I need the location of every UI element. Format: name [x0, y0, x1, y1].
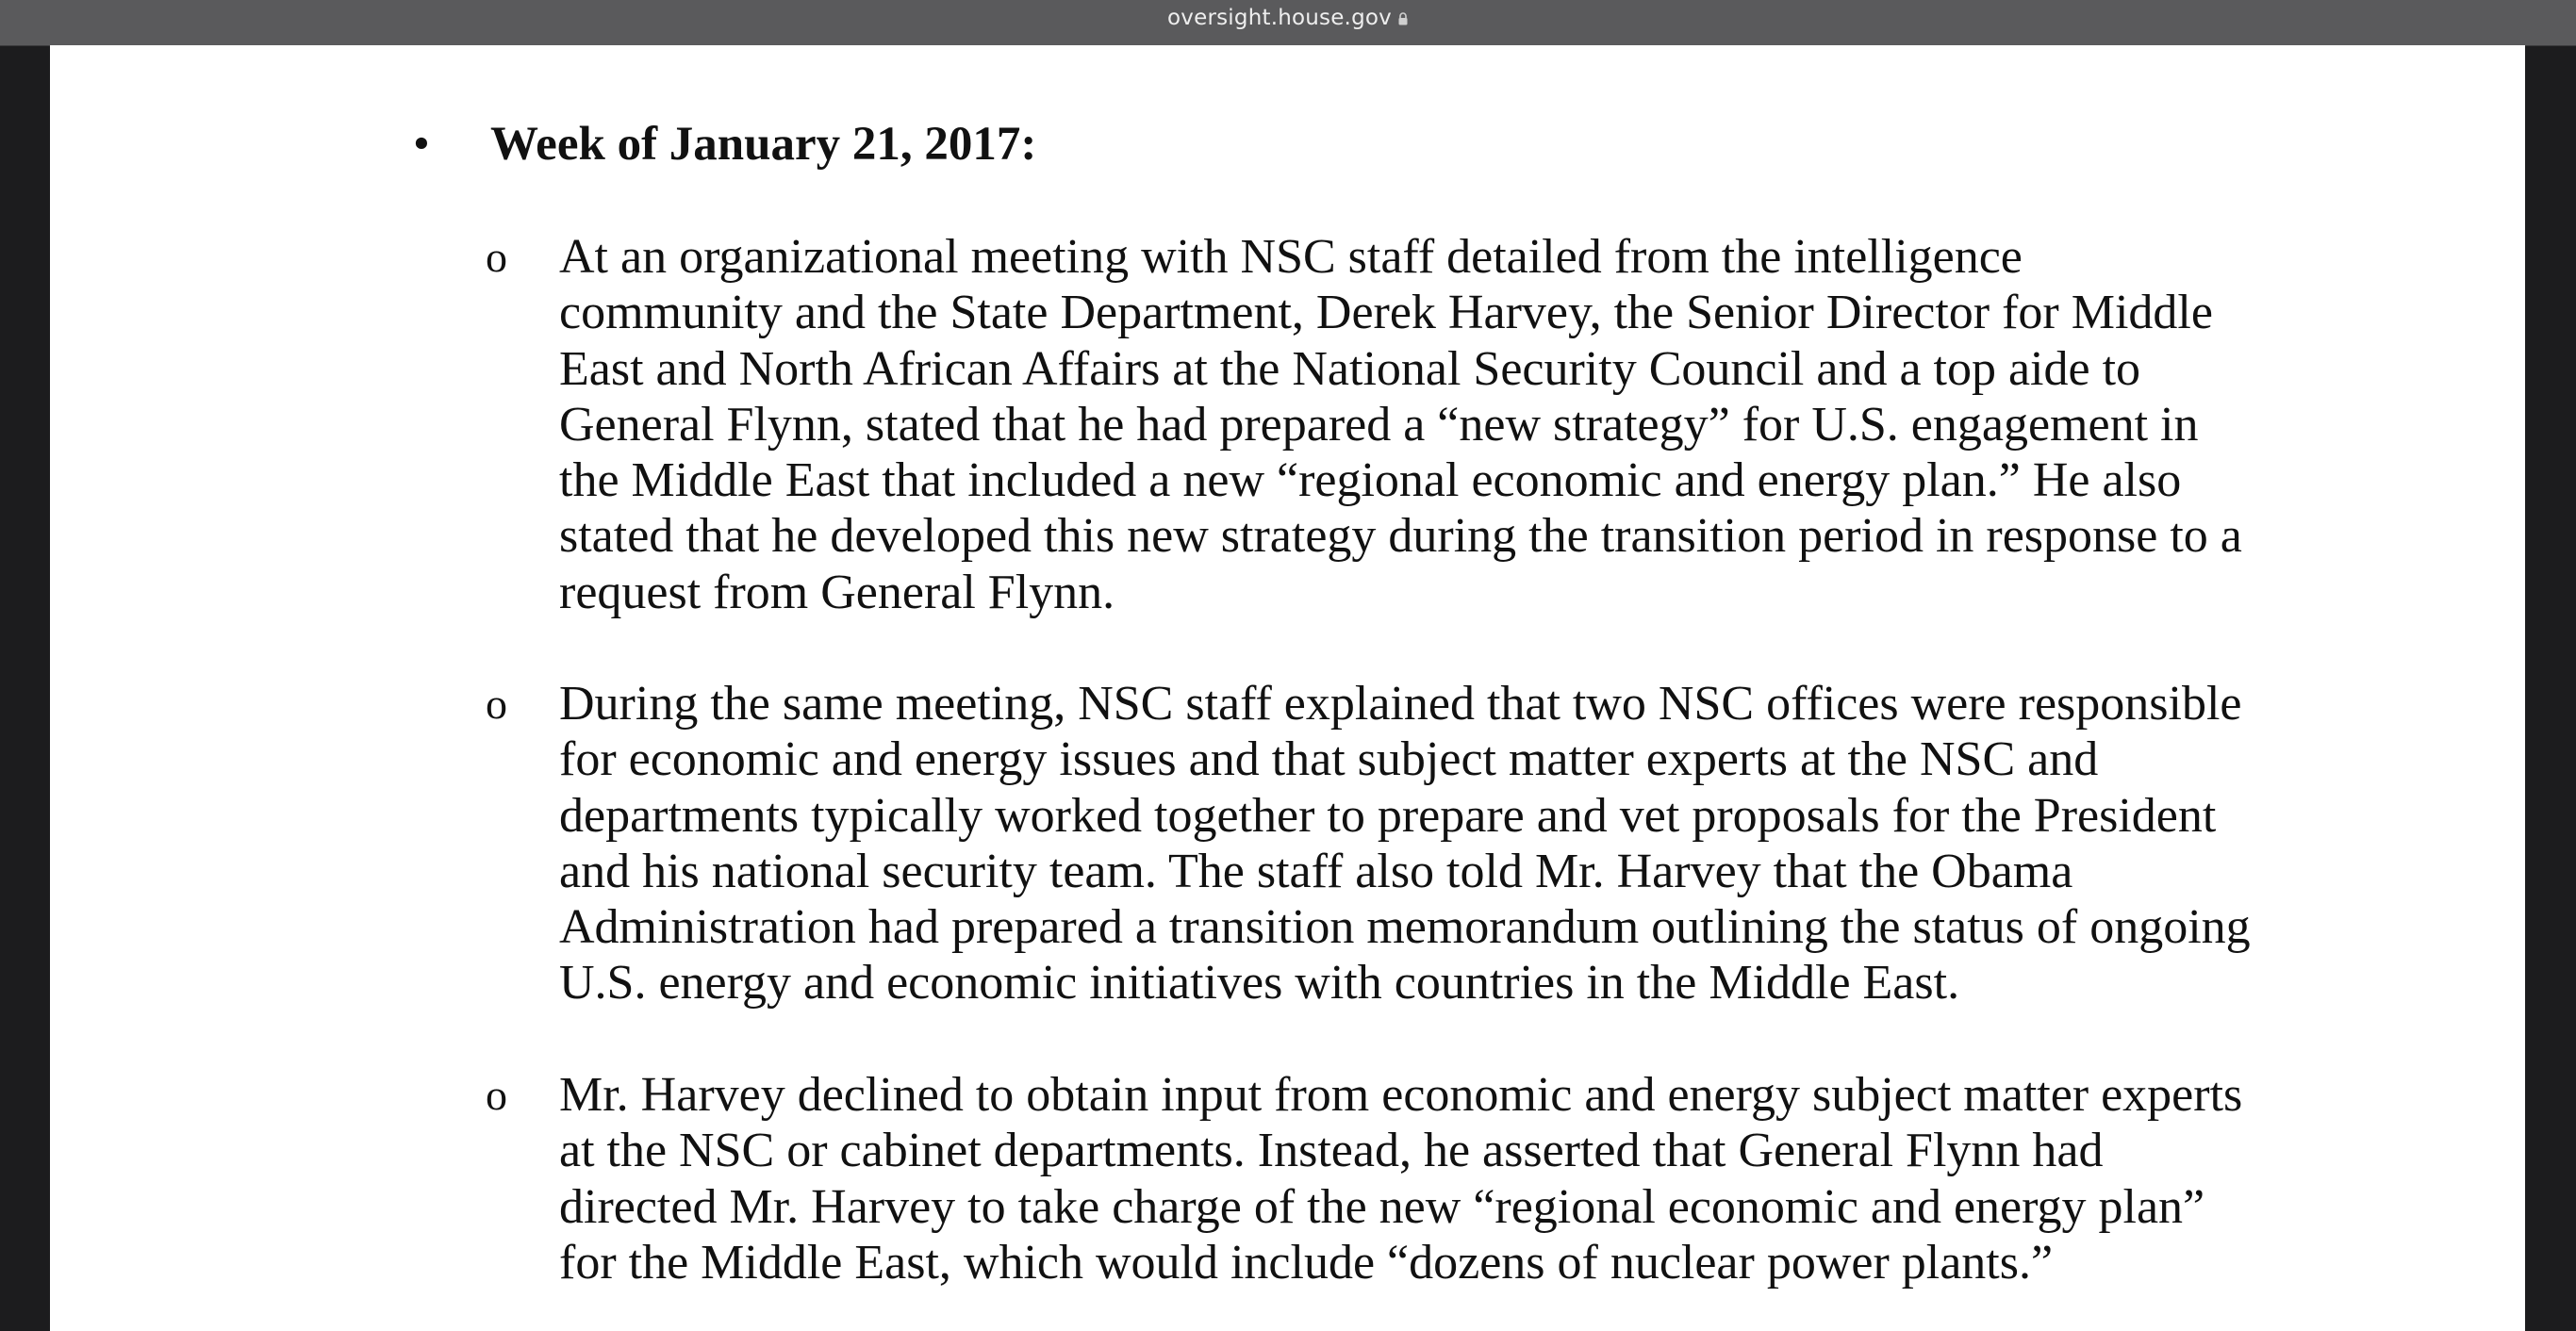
- paragraph-line: stated that he developed this new strategy during the transition period in response to a: [559, 509, 2242, 564]
- paragraph-line: Mr. Harvey declined to obtain input from economic and energy subject matter experts: [559, 1068, 2243, 1122]
- paragraph-line: Administration had prepared a transition memorandum outlining the status of ongoing: [559, 900, 2251, 955]
- browser-address-bar[interactable]: [0, 0, 2576, 46]
- paragraph-line: for economic and energy issues and that subject matter experts at the NSC and: [559, 732, 2099, 787]
- paragraph: [559, 229, 2388, 620]
- paragraph-line: departments typically worked together to prepare and vet proposals for the President: [559, 788, 2217, 843]
- list-marker: o: [486, 233, 507, 281]
- paragraph-line: community and the State Department, Derek Harvey, the Senior Director for Middle: [559, 286, 2213, 340]
- paragraph-line: U.S. energy and economic initiatives with countries in the Middle East.: [559, 956, 1960, 1011]
- paragraph-line: At an organizational meeting with NSC staff detailed from the intelligence: [559, 230, 2023, 284]
- heading-bullet: •: [413, 118, 430, 171]
- paragraph-line: the Middle East that included a new “regional economic and energy plan.” He also: [559, 453, 2182, 508]
- paragraph-line: East and North African Affairs at the National Security Council and a top aide to: [559, 341, 2141, 396]
- paragraph-line: During the same meeting, NSC staff explained that two NSC offices were responsible: [559, 677, 2242, 731]
- paragraph-line: General Flynn, stated that he had prepared a “new strategy” for U.S. engagement in: [559, 397, 2199, 452]
- paragraph-line: directed Mr. Harvey to take charge of the new “regional economic and energy plan”: [559, 1179, 2205, 1234]
- paragraph-line: request from General Flynn.: [559, 565, 1115, 619]
- list-marker: o: [486, 1071, 507, 1119]
- paragraph: [559, 1067, 2388, 1290]
- lock-icon: [1397, 12, 1409, 25]
- url-text[interactable]: oversight.house.gov: [1167, 6, 1392, 30]
- heading-text: Week of January 21, 2017:: [490, 118, 1037, 171]
- url-display[interactable]: [0, 6, 2576, 30]
- paragraph: [559, 676, 2388, 1011]
- paragraph-line: for the Middle East, which would include “dozens of nuclear power plants.”: [559, 1235, 2054, 1290]
- document-page: [50, 45, 2525, 1331]
- paragraph-line: at the NSC or cabinet departments. Instead, he asserted that General Flynn had: [559, 1124, 2104, 1178]
- paragraph-line: and his national security team. The staff also told Mr. Harvey that the Obama: [559, 844, 2073, 898]
- list-marker: o: [486, 680, 507, 728]
